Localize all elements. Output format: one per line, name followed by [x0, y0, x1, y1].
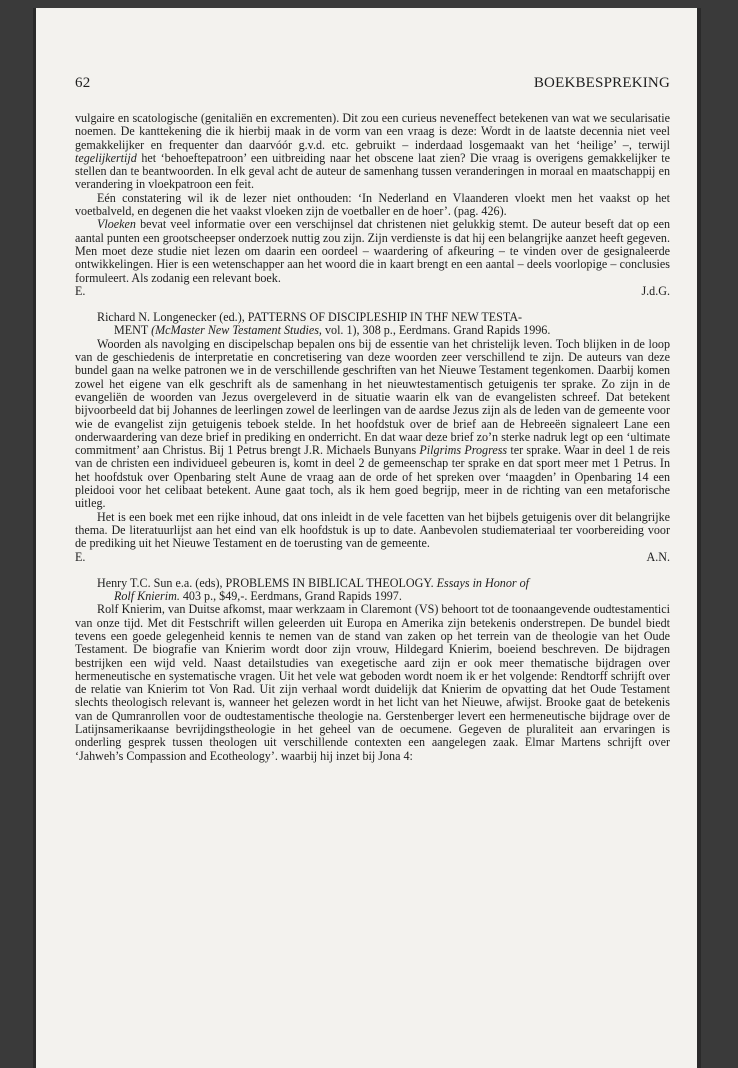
review3-reference: Henry T.C. Sun e.a. (eds), PROBLEMS IN BIBLICAL THEOLOGY. Essays in Honor of Rolf Knierim. 403 p., $49,-. Eerdmans, Grand Rapids 1997.	[97, 575, 530, 604]
review2-paragraph-2: Het is een boek met een rijke inhoud, dat ons inleidt in de vele facetten van het bijbels getuigenis over dit belangrijke thema. De literatuurlijst aan het eind van elk hoofdstuk is up to date. Aanbevolen studiemateriaal ter voorbereiding voor de prediking uit het Nieuwe Testament en de toerusting van de gemeente.	[75, 509, 670, 551]
review1-paragraph-3: Vloeken bevat veel informatie over een verschijnsel dat christenen niet gelukkig stemt. De auteur beseft dat op een aantal punten een grootscheepser onderzoek nuttig zou zijn. Zijn verdienste is dat hij een belangrijke aanzet heeft gegeven. Men moet deze studie niet lezen om daarin een oordeel – waardering of afkeuring – te vinden over de gesignaleerde ontwikkelingen. Hier is een wetenschapper aan het woord die in kaart brengt en een aantal – deels voorlopige – conclusies formuleert. Als zodanig een relevant boek.	[75, 217, 670, 285]
review1-signature: E. J.d.G.	[75, 283, 670, 298]
running-head	[75, 74, 670, 92]
review2-paragraph-1: Woorden als navolging en discipelschap bepalen ons bij de essentie van het christelijk leven. Toch blijken in de loop van de geschiedenis de interpretatie en concretisering van deze woorden zeer verschillend te zijn. De auteurs van deze bundel gaan na welke patronen we in de verschillende geschriften van het Nieuwe Testament tegenkomen. Daarbij komen zowel het eigene van elk geschrift als de samenhang in het nieuwtestamentisch getuigenis ter sprake. Zo zijn in de evangeliën de woorden van Jezus overgeleverd in de situatie waarin elk van de evangelisten schreef. Dat betekent bijvoorbeeld dat bij Johannes de leerlingen zowel de leerlingen van de aardse Jezus zijn als de leden van de gemeente voor wie de evangelist zijn getuigenis teboek stelde. In het hoofdstuk over de brief aan de Hebreeën signaleert Lane een onderwaardering van deze brief in prediking en onderricht. En dat waar deze brief zo’n sterke nadruk legt op een ‘ultimate commitment’ aan Christus. Bij 1 Petrus brengt J.R. Michaels Bunyans Pilgrims Progress ter sprake. Waar in deel 1 de reis van de christen een individueel gebeuren is, komt in deel 2 de gemeenschap ter sprake en dat sport meer met 1 Petrus. In het hoofdstuk over Openbaring stelt Aune de vraag aan de orde of het spreken over ‘maagden’ in Openbaring 14 een pleidooi voor het celibaat betekent. Aune gaat toch, als ik hem goed begrijp, meer in de richting van een metaforische uitleg.	[75, 336, 670, 511]
book-page	[33, 8, 701, 1068]
page-number: 62	[75, 75, 91, 91]
review2-reference: Richard N. Longenecker (ed.), PATTERNS OF DISCIPLESHIP IN THF NEW TESTA- MENT (McMaster New Testament Studies, vol. 1), 308 p., Eerdmans. Grand Rapids 1996.	[97, 310, 551, 338]
section-title: BOEKBESPREKING	[533, 75, 670, 91]
review1-paragraph-2: Eén constatering wil ik de lezer niet onthouden: ‘In Nederland en Vlaanderen vloekt men het vaakst op het voetbalveld, en degenen die het vaakst vloeken zijn de voetballer en de hoer’. (pag. 426).	[75, 190, 670, 219]
review2-signature: E. A.N.	[75, 549, 670, 564]
review1-paragraph-1: vulgaire en scatologische (genitaliën en excrementen). Dit zou een curieus neveneffect betekenen van wat we secularisatie noemen. De kanttekening die ik hierbij maak in de vorm van een vraag is deze: Wordt in de laatste decennia niet veel gemakkelijker en frequenter dan daarvóór g.v.d. etc. gebruikt – inderdaad losgemaakt van het ‘heilige’ –, terwijl tegelijkertijd het ‘behoeftepatroon’ een uitbreiding naar het obscene laat zien? Die vraag is overigens gemakkelijker te stellen dan te beantwoorden. In elk geval acht de auteur de samenhang tussen veranderingen in moraal en maatschappij en verandering in vloekpatroon een feit.	[75, 111, 670, 192]
review3-paragraph-1: Rolf Knierim, van Duitse afkomst, maar werkzaam in Claremont (VS) behoort tot de toonaangevende oudtestamentici van onze tijd. Met dit Festschrift willen geleerden uit Europa en Amerika zijn betekenis onderstrepen. De bundel biedt tevens een goede gelegenheid kennis te nemen van de stand van zaken op het terrein van de theologie van het Oude Testament. De biografie van Knierim wordt door zijn vrouw, Hildegard Knierim, boeiend beschreven. De bijdragen bestrijken een wijd veld. Naast detailstudies van exegetische aard zijn er ook meer thematische bijdragen over hermeneutische en systematische vragen. Uit het vele wat geboden wordt noem ik er het volgende: Rendtorff schrijft over de relatie van Knierim tot Von Rad. Uit zijn verhaal wordt duidelijk dat Knierim de opvatting dat het Oude Testament slechts theologisch relevant is, wanneer het gelezen wordt in het licht van het Nieuwe, afwijst. Brooke gaat de betekenis van de Qumranrollen voor de oudtestamentische theologie na. Gerstenberger levert een hermeneutische bijdrage over de Latijnsamerikaanse bevrijdingstheologie in het geheel van de oecumene. Gegeven de pluraliteit aan ervaringen is onderling gesprek tussen theologen uit verschillende contexten een aangelegen zaak. Elmar Martens schrijft over ‘Jahweh’s Compassion and Ecotheology’. waarbij hij inzet bij Jona 4:	[75, 602, 670, 763]
page-text	[75, 74, 670, 763]
